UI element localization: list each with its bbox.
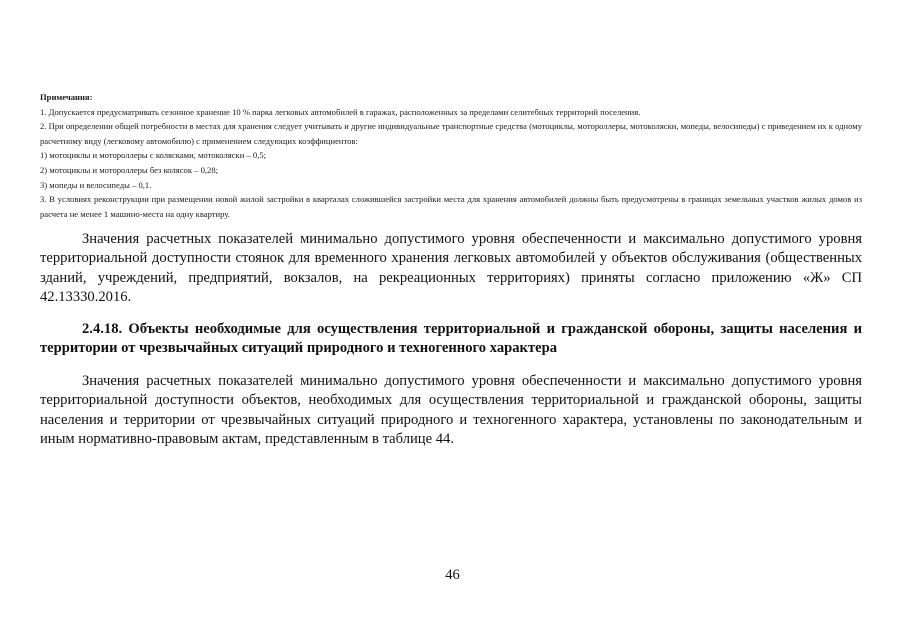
- page-number: 46: [445, 567, 460, 583]
- notes-title: Примечания:: [40, 92, 93, 102]
- notes-block: [40, 90, 862, 221]
- body-paragraph-civil-defense: Значения расчетных показателей минимально допустимого уровня обеспеченности и максимально допустимого уровня территориальной доступности объектов, необходимых для осуществления территориальной и гражданской обороны, защиты населения и территории от чрезвычайных ситуаций природного и техногенного характера, установлены по законодательным и иным нормативно-правовым актам, представленным в таблице 44.: [40, 373, 862, 448]
- note-item-3: 3. В условиях реконструкции при размещении новой жилой застройки в кварталах сложившейся застройки места для хранения автомобилей должны быть предусмотрены в границах земельных участков жилых домов из расчета не менее 1 машино-места на одну квартиру.: [40, 194, 862, 219]
- note-item-2: 2. При определении общей потребности в местах для хранения следует учитывать и другие индивидуальные транспортные средства (мотоциклы, мотороллеры, мотоколяски, мопеды, велосипеды) с приведением их к одному расчетному виду (легковому автомобилю) с применением следующих коэффициентов:: [40, 121, 862, 146]
- body-paragraph-parking: Значения расчетных показателей минимально допустимого уровня обеспеченности и максимально допустимого уровня территориальной доступности стоянок для временного хранения легковых автомобилей у объектов обслуживания (общественных зданий, учреждений, предприятий, вокзалов, на рекреационных территориях) приняты согласно приложению «Ж» СП 42.13330.2016.: [40, 231, 862, 306]
- note-item-1: 1. Допускается предусматривать сезонное хранение 10 % парка легковых автомобилей в гаражах, расположенных за пределами селитебных территорий поселения.: [40, 106, 641, 117]
- note-coefficient-3: 3) мопеды и велосипеды – 0,1.: [40, 179, 152, 190]
- note-coefficient-2: 2) мотоциклы и мотороллеры без колясок – 0,28;: [40, 164, 219, 175]
- note-coefficient-1: 1) мотоциклы и мотороллеры с колясками, мотоколяски – 0,5;: [40, 150, 267, 161]
- section-heading: 2.4.18. Объекты необходимые для осуществления территориальной и гражданской обороны, защиты населения и территории от чрезвычайных ситуаций природного и техногенного характера: [40, 321, 862, 356]
